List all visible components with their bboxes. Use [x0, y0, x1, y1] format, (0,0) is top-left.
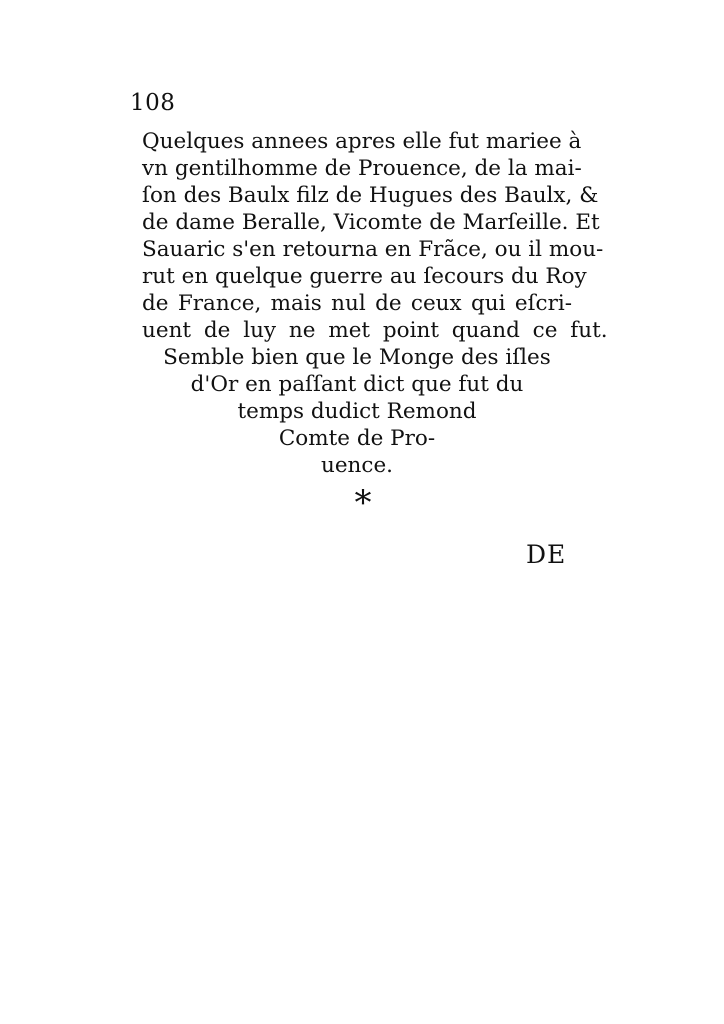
tail-line: Semble bien que le Monge des iſles [163, 345, 551, 370]
tail-line: temps dudict Remond [237, 399, 477, 424]
text-line: rut en quelque guerre au ſecours du Roy [142, 264, 587, 289]
text-line: Sauaric s'en retourna en Frãce, ou il mou- [142, 237, 604, 262]
body-paragraph [142, 128, 608, 344]
tapered-conclusion [142, 344, 572, 479]
text-line: de dame Beralle, Vicomte de Marſeille. Et [142, 210, 600, 235]
text-line: Quelques annees apres elle fut mariee à [142, 129, 582, 154]
catchword: DE [526, 540, 567, 569]
page-number: 108 [130, 90, 176, 116]
asterisk-ornament: * [354, 483, 372, 523]
text-line: ſon des Baulx filz de Hugues des Baulx, & [142, 183, 599, 208]
tail-line: uence. [320, 453, 394, 478]
text-line: uent de luy ne met point quand ce fut. [142, 318, 608, 343]
tail-line: d'Or en paſſant dict que fut du [190, 372, 524, 397]
text-line: de France, mais nul de ceux qui eſcri- [142, 291, 572, 316]
tail-line: Comte de Pro- [278, 426, 436, 451]
text-line: vn gentilhomme de Prouence, de la mai- [142, 156, 582, 181]
